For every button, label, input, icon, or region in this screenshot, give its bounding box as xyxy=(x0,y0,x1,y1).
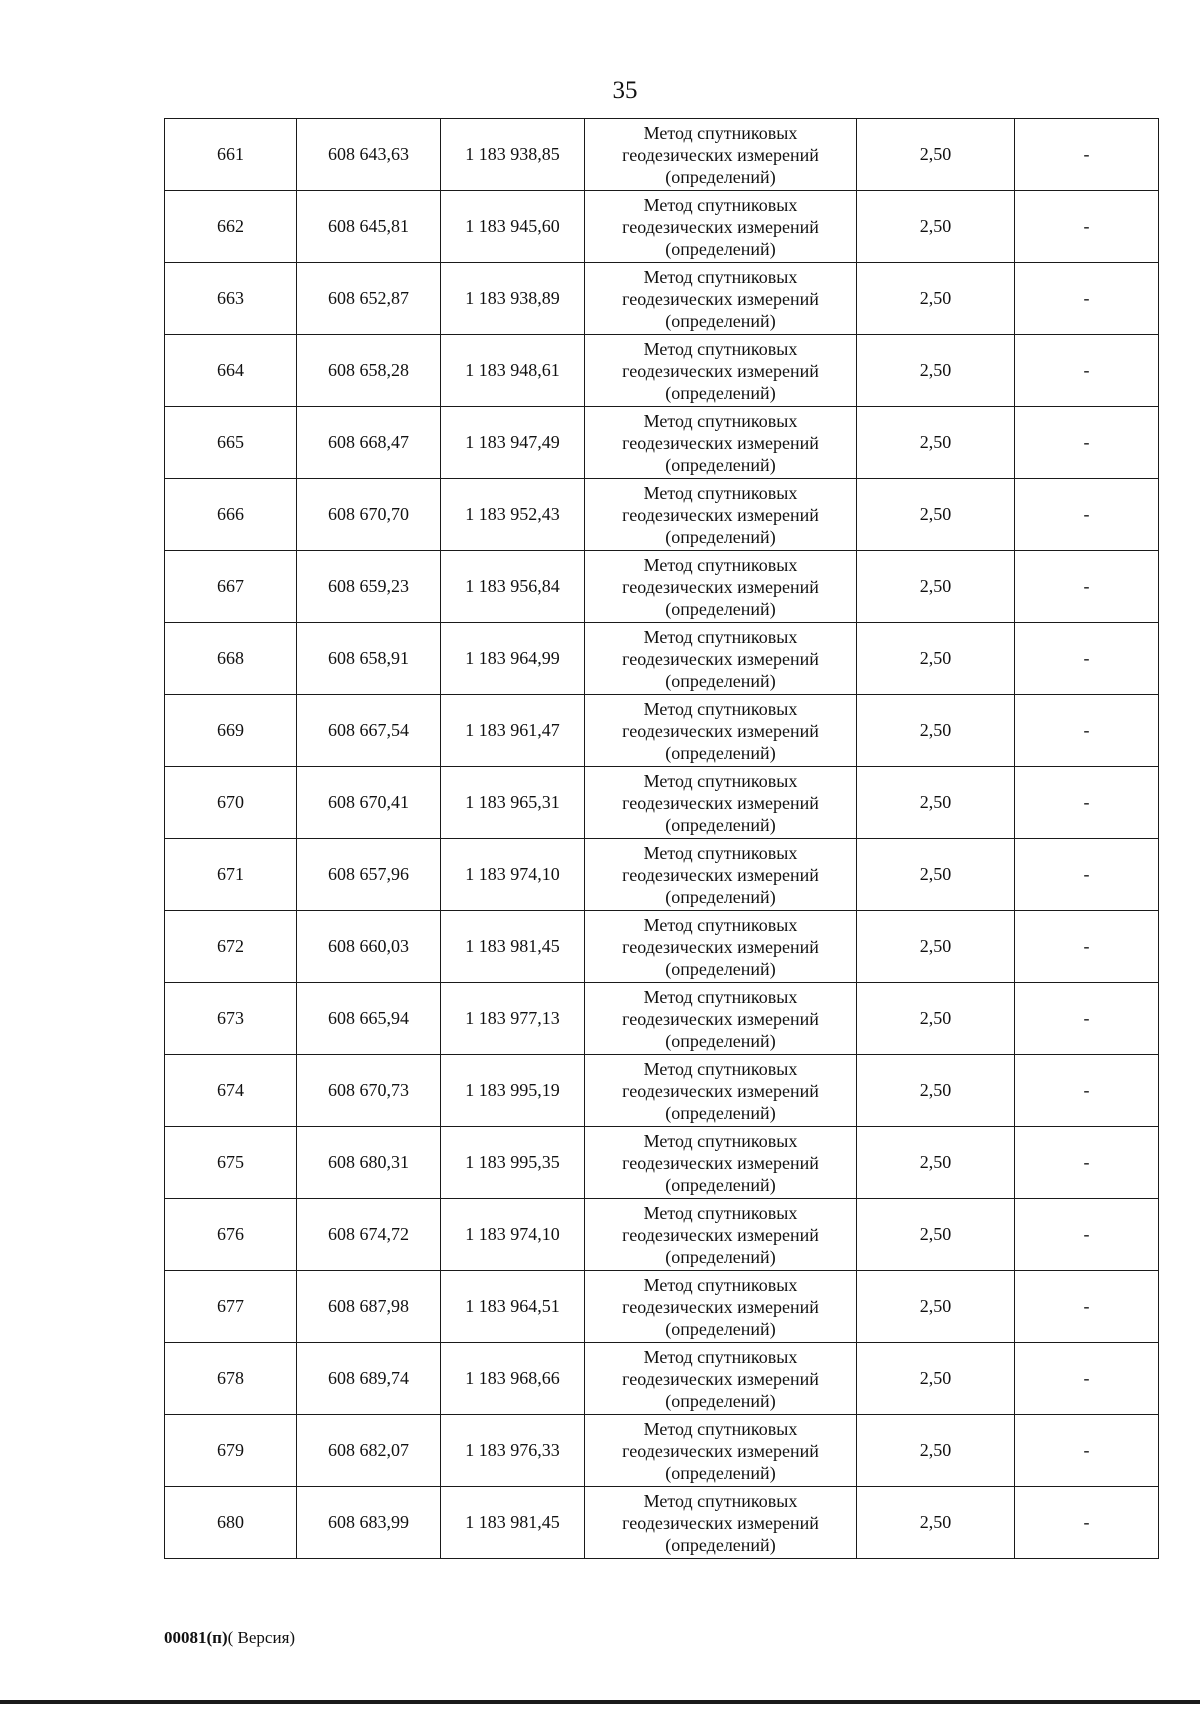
y-coordinate-cell: 1 183 995,19 xyxy=(441,1055,585,1127)
method-line: геодезических измерений xyxy=(622,1296,819,1317)
method-line: Метод спутниковых xyxy=(643,554,798,575)
method-cell xyxy=(585,1415,857,1487)
table-row xyxy=(165,911,1159,983)
y-coordinate-cell: 1 183 995,35 xyxy=(441,1127,585,1199)
table-row xyxy=(165,335,1159,407)
form-code-number: 00081(п) xyxy=(164,1628,228,1647)
method-cell xyxy=(585,1487,857,1559)
x-coordinate-cell: 608 643,63 xyxy=(297,119,441,191)
description-cell: - xyxy=(1015,983,1159,1055)
y-coordinate-cell: 1 183 974,10 xyxy=(441,839,585,911)
method-line: Метод спутниковых xyxy=(643,266,798,287)
method-line: геодезических измерений xyxy=(622,1440,819,1461)
method-cell xyxy=(585,911,857,983)
description-cell: - xyxy=(1015,1055,1159,1127)
description-cell: - xyxy=(1015,1271,1159,1343)
point-number-cell: 678 xyxy=(165,1343,297,1415)
method-cell xyxy=(585,407,857,479)
y-coordinate-cell: 1 183 981,45 xyxy=(441,1487,585,1559)
method-line: (определений) xyxy=(665,958,776,979)
method-line: Метод спутниковых xyxy=(643,1202,798,1223)
method-line: геодезических измерений xyxy=(622,360,819,381)
description-cell: - xyxy=(1015,263,1159,335)
x-coordinate-cell: 608 689,74 xyxy=(297,1343,441,1415)
description-cell: - xyxy=(1015,623,1159,695)
x-coordinate-cell: 608 683,99 xyxy=(297,1487,441,1559)
precision-cell: 2,50 xyxy=(857,623,1015,695)
method-line: Метод спутниковых xyxy=(643,410,798,431)
y-coordinate-cell: 1 183 938,89 xyxy=(441,263,585,335)
table-row xyxy=(165,119,1159,191)
x-coordinate-cell: 608 668,47 xyxy=(297,407,441,479)
method-line: (определений) xyxy=(665,1462,776,1483)
page-number: 35 xyxy=(612,77,638,104)
precision-cell: 2,50 xyxy=(857,1271,1015,1343)
method-cell xyxy=(585,479,857,551)
precision-cell: 2,50 xyxy=(857,191,1015,263)
x-coordinate-cell: 608 680,31 xyxy=(297,1127,441,1199)
point-number-cell: 665 xyxy=(165,407,297,479)
method-line: Метод спутниковых xyxy=(643,1130,798,1151)
description-cell: - xyxy=(1015,1199,1159,1271)
precision-cell: 2,50 xyxy=(857,767,1015,839)
description-cell: - xyxy=(1015,1343,1159,1415)
precision-cell: 2,50 xyxy=(857,551,1015,623)
table-row xyxy=(165,1343,1159,1415)
method-line: геодезических измерений xyxy=(622,864,819,885)
method-line: геодезических измерений xyxy=(622,432,819,453)
method-line: Метод спутниковых xyxy=(643,986,798,1007)
method-line: Метод спутниковых xyxy=(643,482,798,503)
method-cell xyxy=(585,839,857,911)
coordinates-table xyxy=(164,118,1159,1559)
point-number-cell: 674 xyxy=(165,1055,297,1127)
point-number-cell: 667 xyxy=(165,551,297,623)
x-coordinate-cell: 608 645,81 xyxy=(297,191,441,263)
description-cell: - xyxy=(1015,911,1159,983)
method-line: геодезических измерений xyxy=(622,936,819,957)
description-cell: - xyxy=(1015,695,1159,767)
method-cell xyxy=(585,983,857,1055)
method-line: геодезических измерений xyxy=(622,1512,819,1533)
description-cell: - xyxy=(1015,191,1159,263)
method-line: (определений) xyxy=(665,670,776,691)
method-line: (определений) xyxy=(665,1102,776,1123)
description-cell: - xyxy=(1015,407,1159,479)
method-line: (определений) xyxy=(665,1246,776,1267)
method-cell xyxy=(585,1271,857,1343)
method-line: (определений) xyxy=(665,1534,776,1555)
y-coordinate-cell: 1 183 964,51 xyxy=(441,1271,585,1343)
point-number-cell: 679 xyxy=(165,1415,297,1487)
point-number-cell: 680 xyxy=(165,1487,297,1559)
x-coordinate-cell: 608 670,41 xyxy=(297,767,441,839)
y-coordinate-cell: 1 183 952,43 xyxy=(441,479,585,551)
point-number-cell: 675 xyxy=(165,1127,297,1199)
table-row xyxy=(165,1487,1159,1559)
table-row xyxy=(165,695,1159,767)
method-line: (определений) xyxy=(665,1174,776,1195)
table-body xyxy=(165,119,1159,1559)
method-line: (определений) xyxy=(665,886,776,907)
method-line: Метод спутниковых xyxy=(643,1058,798,1079)
x-coordinate-cell: 608 667,54 xyxy=(297,695,441,767)
point-number-cell: 663 xyxy=(165,263,297,335)
x-coordinate-cell: 608 670,73 xyxy=(297,1055,441,1127)
method-line: Метод спутниковых xyxy=(643,842,798,863)
method-line: геодезических измерений xyxy=(622,504,819,525)
table-row xyxy=(165,479,1159,551)
table-row xyxy=(165,1055,1159,1127)
method-cell xyxy=(585,1055,857,1127)
method-line: Метод спутниковых xyxy=(643,338,798,359)
precision-cell: 2,50 xyxy=(857,263,1015,335)
point-number-cell: 666 xyxy=(165,479,297,551)
method-cell xyxy=(585,191,857,263)
table-row xyxy=(165,191,1159,263)
method-line: геодезических измерений xyxy=(622,720,819,741)
y-coordinate-cell: 1 183 977,13 xyxy=(441,983,585,1055)
point-number-cell: 662 xyxy=(165,191,297,263)
method-line: Метод спутниковых xyxy=(643,698,798,719)
point-number-cell: 676 xyxy=(165,1199,297,1271)
method-cell xyxy=(585,767,857,839)
description-cell: - xyxy=(1015,119,1159,191)
y-coordinate-cell: 1 183 965,31 xyxy=(441,767,585,839)
precision-cell: 2,50 xyxy=(857,335,1015,407)
y-coordinate-cell: 1 183 938,85 xyxy=(441,119,585,191)
y-coordinate-cell: 1 183 961,47 xyxy=(441,695,585,767)
x-coordinate-cell: 608 659,23 xyxy=(297,551,441,623)
y-coordinate-cell: 1 183 948,61 xyxy=(441,335,585,407)
point-number-cell: 668 xyxy=(165,623,297,695)
precision-cell: 2,50 xyxy=(857,1487,1015,1559)
method-line: Метод спутниковых xyxy=(643,1274,798,1295)
description-cell: - xyxy=(1015,839,1159,911)
x-coordinate-cell: 608 652,87 xyxy=(297,263,441,335)
description-cell: - xyxy=(1015,1415,1159,1487)
precision-cell: 2,50 xyxy=(857,119,1015,191)
x-coordinate-cell: 608 682,07 xyxy=(297,1415,441,1487)
method-line: (определений) xyxy=(665,166,776,187)
table-row xyxy=(165,1415,1159,1487)
method-cell xyxy=(585,623,857,695)
method-line: (определений) xyxy=(665,814,776,835)
point-number-cell: 669 xyxy=(165,695,297,767)
y-coordinate-cell: 1 183 968,66 xyxy=(441,1343,585,1415)
point-number-cell: 671 xyxy=(165,839,297,911)
precision-cell: 2,50 xyxy=(857,911,1015,983)
method-cell xyxy=(585,119,857,191)
table-row xyxy=(165,839,1159,911)
method-line: геодезических измерений xyxy=(622,1224,819,1245)
precision-cell: 2,50 xyxy=(857,983,1015,1055)
x-coordinate-cell: 608 674,72 xyxy=(297,1199,441,1271)
scan-bottom-edge xyxy=(0,1700,1200,1704)
x-coordinate-cell: 608 658,91 xyxy=(297,623,441,695)
method-line: геодезических измерений xyxy=(622,216,819,237)
method-line: (определений) xyxy=(665,1030,776,1051)
method-cell xyxy=(585,263,857,335)
method-line: Метод спутниковых xyxy=(643,626,798,647)
method-line: геодезических измерений xyxy=(622,792,819,813)
precision-cell: 2,50 xyxy=(857,839,1015,911)
method-line: (определений) xyxy=(665,310,776,331)
method-line: (определений) xyxy=(665,742,776,763)
x-coordinate-cell: 608 687,98 xyxy=(297,1271,441,1343)
precision-cell: 2,50 xyxy=(857,407,1015,479)
method-cell xyxy=(585,335,857,407)
point-number-cell: 677 xyxy=(165,1271,297,1343)
method-line: (определений) xyxy=(665,526,776,547)
precision-cell: 2,50 xyxy=(857,1199,1015,1271)
table-row xyxy=(165,983,1159,1055)
method-line: Метод спутниковых xyxy=(643,1490,798,1511)
precision-cell: 2,50 xyxy=(857,1415,1015,1487)
y-coordinate-cell: 1 183 981,45 xyxy=(441,911,585,983)
method-line: Метод спутниковых xyxy=(643,1346,798,1367)
method-line: геодезических измерений xyxy=(622,288,819,309)
point-number-cell: 661 xyxy=(165,119,297,191)
x-coordinate-cell: 608 660,03 xyxy=(297,911,441,983)
description-cell: - xyxy=(1015,1127,1159,1199)
method-cell xyxy=(585,551,857,623)
precision-cell: 2,50 xyxy=(857,695,1015,767)
x-coordinate-cell: 608 665,94 xyxy=(297,983,441,1055)
method-line: (определений) xyxy=(665,382,776,403)
method-cell xyxy=(585,1127,857,1199)
method-line: (определений) xyxy=(665,598,776,619)
method-line: Метод спутниковых xyxy=(643,770,798,791)
description-cell: - xyxy=(1015,335,1159,407)
method-cell xyxy=(585,1343,857,1415)
description-cell: - xyxy=(1015,479,1159,551)
method-line: геодезических измерений xyxy=(622,1080,819,1101)
method-line: Метод спутниковых xyxy=(643,1418,798,1439)
description-cell: - xyxy=(1015,767,1159,839)
form-version: ( Версия) xyxy=(227,1628,296,1647)
table-row xyxy=(165,1271,1159,1343)
method-line: геодезических измерений xyxy=(622,648,819,669)
table-row xyxy=(165,1127,1159,1199)
point-number-cell: 670 xyxy=(165,767,297,839)
table-row xyxy=(165,1199,1159,1271)
method-line: (определений) xyxy=(665,238,776,259)
form-code xyxy=(164,1627,295,1649)
table-row xyxy=(165,767,1159,839)
point-number-cell: 673 xyxy=(165,983,297,1055)
y-coordinate-cell: 1 183 956,84 xyxy=(441,551,585,623)
method-line: геодезических измерений xyxy=(622,144,819,165)
x-coordinate-cell: 608 658,28 xyxy=(297,335,441,407)
precision-cell: 2,50 xyxy=(857,1343,1015,1415)
method-line: геодезических измерений xyxy=(622,1008,819,1029)
y-coordinate-cell: 1 183 947,49 xyxy=(441,407,585,479)
precision-cell: 2,50 xyxy=(857,1055,1015,1127)
table-row xyxy=(165,263,1159,335)
point-number-cell: 664 xyxy=(165,335,297,407)
method-line: Метод спутниковых xyxy=(643,914,798,935)
method-line: Метод спутниковых xyxy=(643,194,798,215)
description-cell: - xyxy=(1015,1487,1159,1559)
y-coordinate-cell: 1 183 945,60 xyxy=(441,191,585,263)
table-row xyxy=(165,623,1159,695)
x-coordinate-cell: 608 657,96 xyxy=(297,839,441,911)
method-cell xyxy=(585,1199,857,1271)
table-row xyxy=(165,407,1159,479)
method-cell xyxy=(585,695,857,767)
method-line: (определений) xyxy=(665,1390,776,1411)
x-coordinate-cell: 608 670,70 xyxy=(297,479,441,551)
method-line: геодезических измерений xyxy=(622,576,819,597)
description-cell: - xyxy=(1015,551,1159,623)
precision-cell: 2,50 xyxy=(857,1127,1015,1199)
y-coordinate-cell: 1 183 964,99 xyxy=(441,623,585,695)
method-line: (определений) xyxy=(665,454,776,475)
y-coordinate-cell: 1 183 974,10 xyxy=(441,1199,585,1271)
table-row xyxy=(165,551,1159,623)
method-line: (определений) xyxy=(665,1318,776,1339)
method-line: геодезических измерений xyxy=(622,1368,819,1389)
method-line: Метод спутниковых xyxy=(643,122,798,143)
y-coordinate-cell: 1 183 976,33 xyxy=(441,1415,585,1487)
point-number-cell: 672 xyxy=(165,911,297,983)
precision-cell: 2,50 xyxy=(857,479,1015,551)
method-line: геодезических измерений xyxy=(622,1152,819,1173)
